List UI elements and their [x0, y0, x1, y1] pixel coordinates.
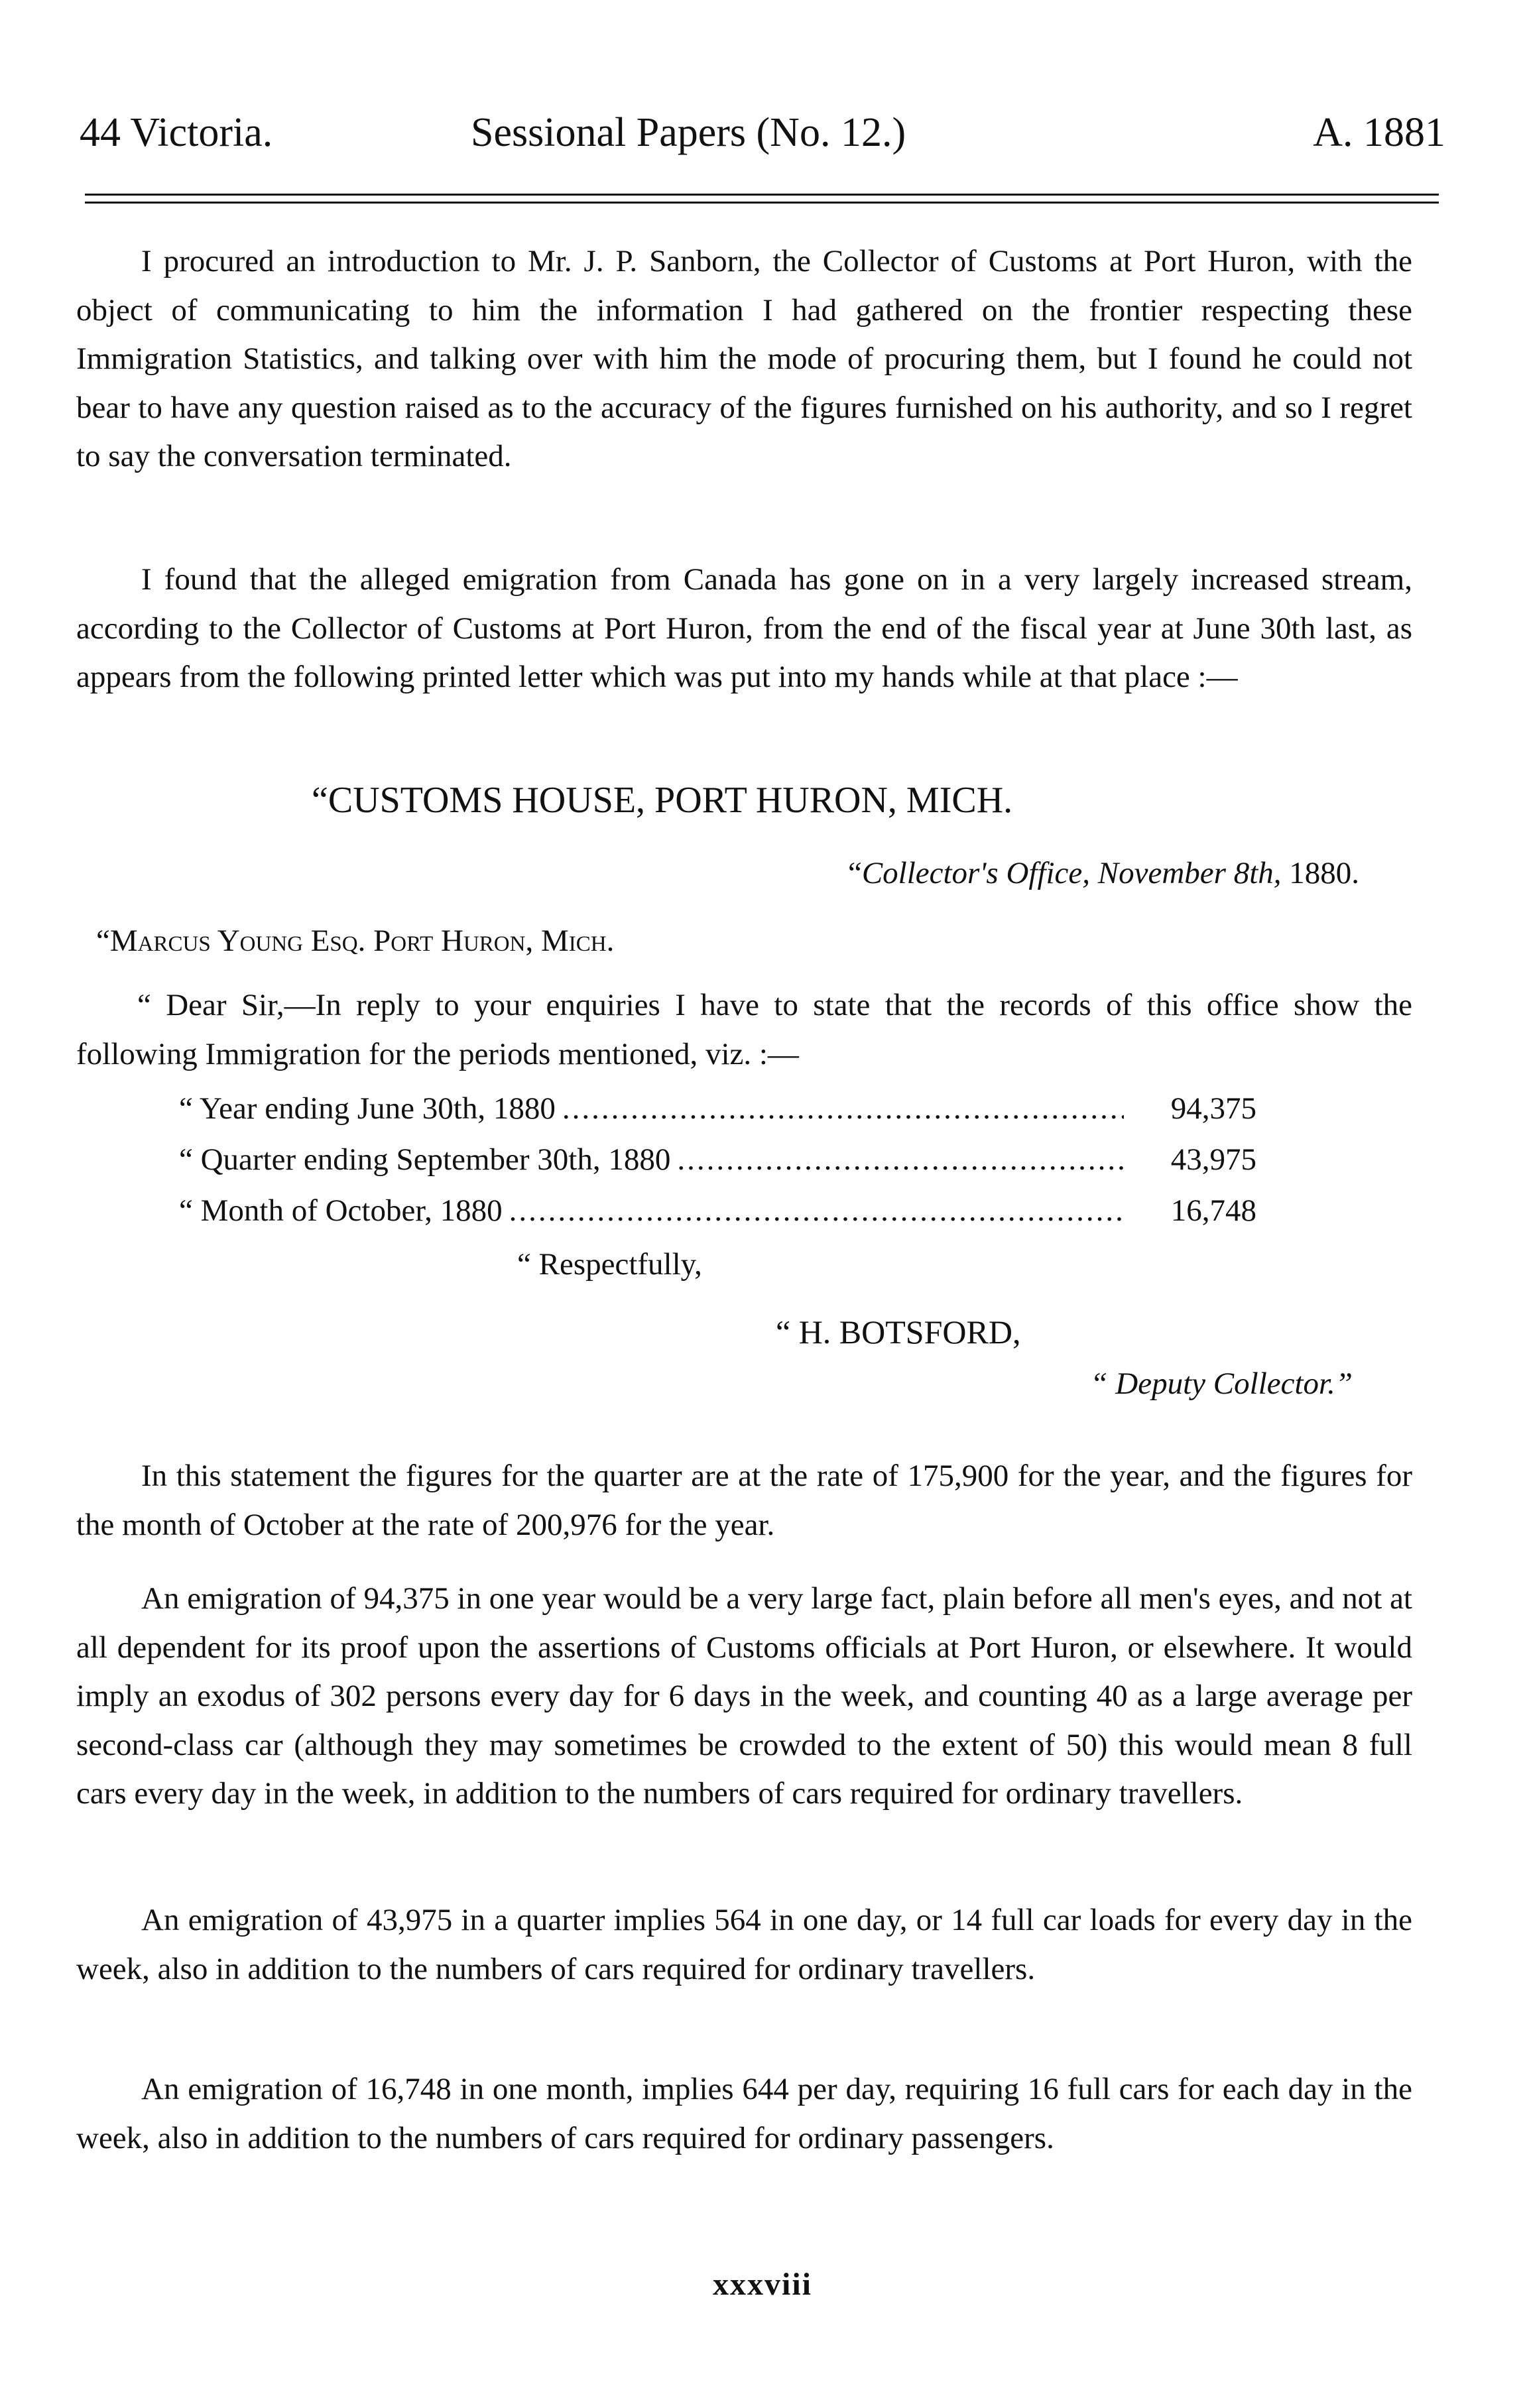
running-header — [80, 109, 1445, 169]
dot-leader — [509, 1193, 1124, 1229]
table-row — [179, 1193, 1256, 1244]
dot-leader — [677, 1142, 1124, 1177]
header-year: A. 1881 — [1313, 110, 1445, 155]
letter-signature: “ H. BOTSFORD, — [776, 1313, 1021, 1351]
row-value: 94,375 — [1170, 1091, 1256, 1126]
dateline-quote: “ — [847, 856, 862, 890]
letter-addressee: “Marcus Young Esq. Port Huron, Mich. — [96, 924, 615, 958]
header-title: Sessional Papers (No. 12.) — [471, 110, 906, 155]
header-rule — [85, 194, 1439, 204]
paragraph-quarterly-analysis: An emigration of 43,975 in a quarter implies 564 in one day, or 14 full car loads for every day in the week, also in addition to the numbers of cars required for ordinary travellers. — [76, 1903, 1412, 1986]
paragraph-introduction: I procured an introduction to Mr. J. P. Sanborn, the Collector of Customs at Port Huron, with the object of communicating to him the information I had gathered on the frontier respecting these Immigration Statistics, and talking over with him the mode of procuring them, but I found he could not bear to have any question raised as to the accuracy of the figures furnished on his authority, and so I regret to say the conversation terminated. — [76, 244, 1412, 473]
row-label: “ Quarter ending September 30th, 1880 — [179, 1142, 671, 1177]
header-volume: 44 Victoria. — [80, 110, 273, 155]
signatory-title-text: “ Deputy Collector.” — [1090, 1366, 1353, 1401]
paragraph-monthly-analysis: An emigration of 16,748 in one month, implies 644 per day, requiring 16 full cars for each day in the week, also in addition to the numbers of cars required for ordinary passengers. — [76, 2072, 1412, 2155]
immigration-table — [179, 1091, 1256, 1244]
paragraph-yearly-analysis: An emigration of 94,375 in one year would be a very large fact, plain before all men's eyes, and not at all dependent for its proof upon the assertions of Customs officials at Port Huron, or elsewhere. It would imply an exodus of 302 persons every day for 6 days in the week, and counting 40 as a large average per second-class car (although they may sometimes be crowded to the extent of 50) this would mean 8 full cars every day in the week, in addition to the numbers of cars required for ordinary travellers. — [76, 1581, 1412, 1811]
row-value: 16,748 — [1170, 1193, 1256, 1228]
letter-closing: “ Respectfully, — [517, 1247, 702, 1282]
signatory-title — [1090, 1366, 1353, 1402]
letter-heading: “CUSTOMS HOUSE, PORT HURON, MICH. — [312, 780, 1013, 821]
row-label: “ Year ending June 30th, 1880 — [179, 1091, 556, 1126]
dateline-year: 1880. — [1281, 856, 1359, 890]
letter-dateline — [848, 855, 1359, 891]
paragraph-emigration-claim: I found that the alleged emigration from Canada has gone on in a very largely increased stream, according to the Collector of Customs at Port Huron, from the end of the fiscal year at June 30th last, as appears from the following printed letter which was put into my hands while at that place :— — [76, 562, 1412, 694]
dot-leader — [562, 1091, 1124, 1126]
dateline-office: Collector's Office, November 8th, — [861, 856, 1282, 890]
table-row — [179, 1142, 1256, 1193]
row-value: 43,975 — [1170, 1142, 1256, 1177]
row-label: “ Month of October, 1880 — [179, 1193, 503, 1228]
letter-body: “ Dear Sir,—In reply to your enquiries I have to state that the records of this office show the following Immigration for the periods mentioned, viz. :— — [76, 988, 1412, 1071]
page-number: xxxviii — [712, 2267, 812, 2302]
paragraph-rate-statement: In this statement the figures for the quarter are at the rate of 175,900 for the year, and the figures for the month of October at the rate of 200,976 for the year. — [76, 1459, 1412, 1542]
table-row — [179, 1091, 1256, 1142]
